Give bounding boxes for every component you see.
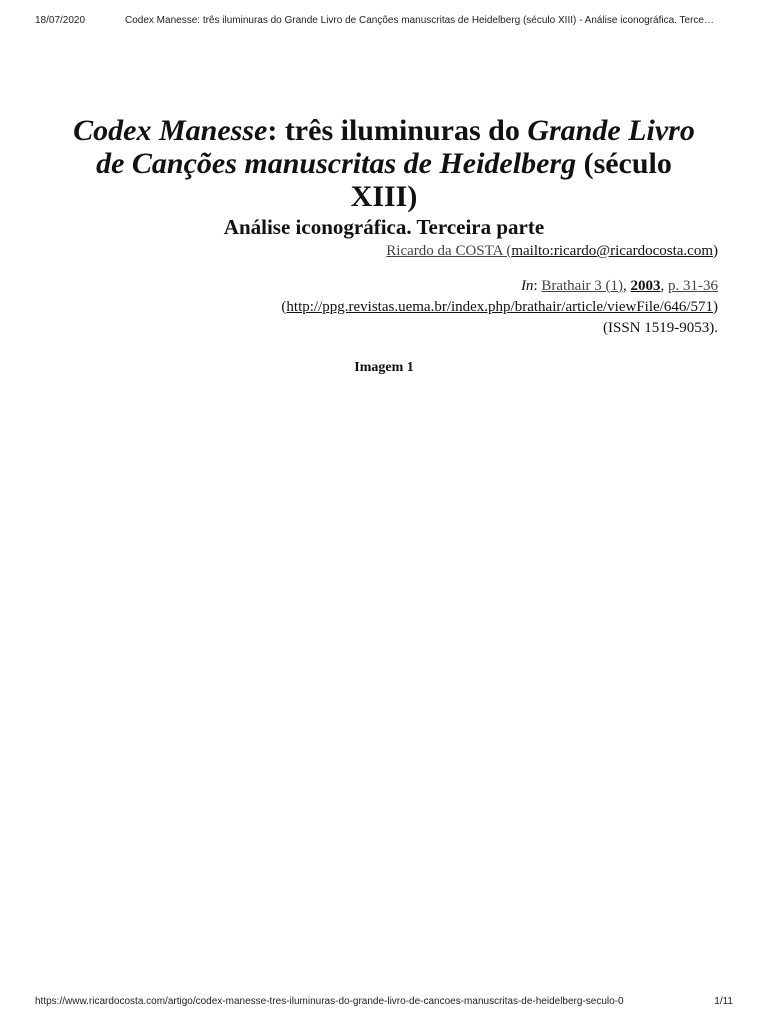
article-subtitle: Análise iconográfica. Terceira parte (223, 215, 545, 239)
print-page-title: Codex Manesse: três iluminuras do Grande Livro de Canções manuscritas de Heidelberg (século XIII) - Análise iconográfica. Terce… (125, 15, 714, 26)
citation-line (50, 276, 718, 297)
article (50, 114, 718, 339)
citation-url-line (50, 297, 718, 318)
print-footer (0, 996, 768, 1012)
article-meta (50, 241, 718, 339)
author-link[interactable]: Ricardo da COSTA ( (386, 243, 512, 259)
article-title (64, 114, 704, 213)
journal-link[interactable]: Brathair 3 (1) (541, 278, 623, 294)
title-codex-manesse: Codex Manesse (73, 114, 268, 147)
author-line (50, 241, 718, 262)
title-part-2: : três iluminuras do (267, 114, 528, 147)
title-part-4: (século XIII) (350, 147, 672, 213)
citation-in-label: In (520, 278, 534, 294)
pages-link[interactable]: p. 31-36 (668, 278, 718, 294)
figure-caption: Imagem 1 (354, 360, 414, 375)
citation-separator: : (533, 278, 542, 294)
citation-year: 2003 (630, 278, 661, 294)
title-grande-livro: Grande Livro de Canções manuscritas de Heidelberg (96, 114, 695, 180)
author-closing: ) (713, 243, 718, 259)
issn-line: (ISSN 1519-9053). (603, 320, 718, 336)
url-close-paren: ) (713, 299, 718, 315)
page-count: 1/11 (714, 996, 733, 1007)
article-url-link[interactable]: http://ppg.revistas.uema.br/index.php/brathair/article/viewFile/646/571 (286, 299, 713, 315)
year-link[interactable] (631, 278, 661, 294)
url-open-paren: ( (281, 299, 287, 315)
print-date: 18/07/2020 (35, 15, 86, 26)
citation-separator: , (660, 278, 668, 294)
author-email-link[interactable]: mailto:ricardo@ricardocosta.com (511, 243, 713, 259)
citation-separator: , (623, 278, 631, 294)
print-header (0, 15, 768, 31)
print-url: https://www.ricardocosta.com/artigo/codex-manesse-tres-iluminuras-do-grande-livro-de-cancoes-manuscritas-de-heidelberg-seculo-0 (35, 996, 624, 1007)
